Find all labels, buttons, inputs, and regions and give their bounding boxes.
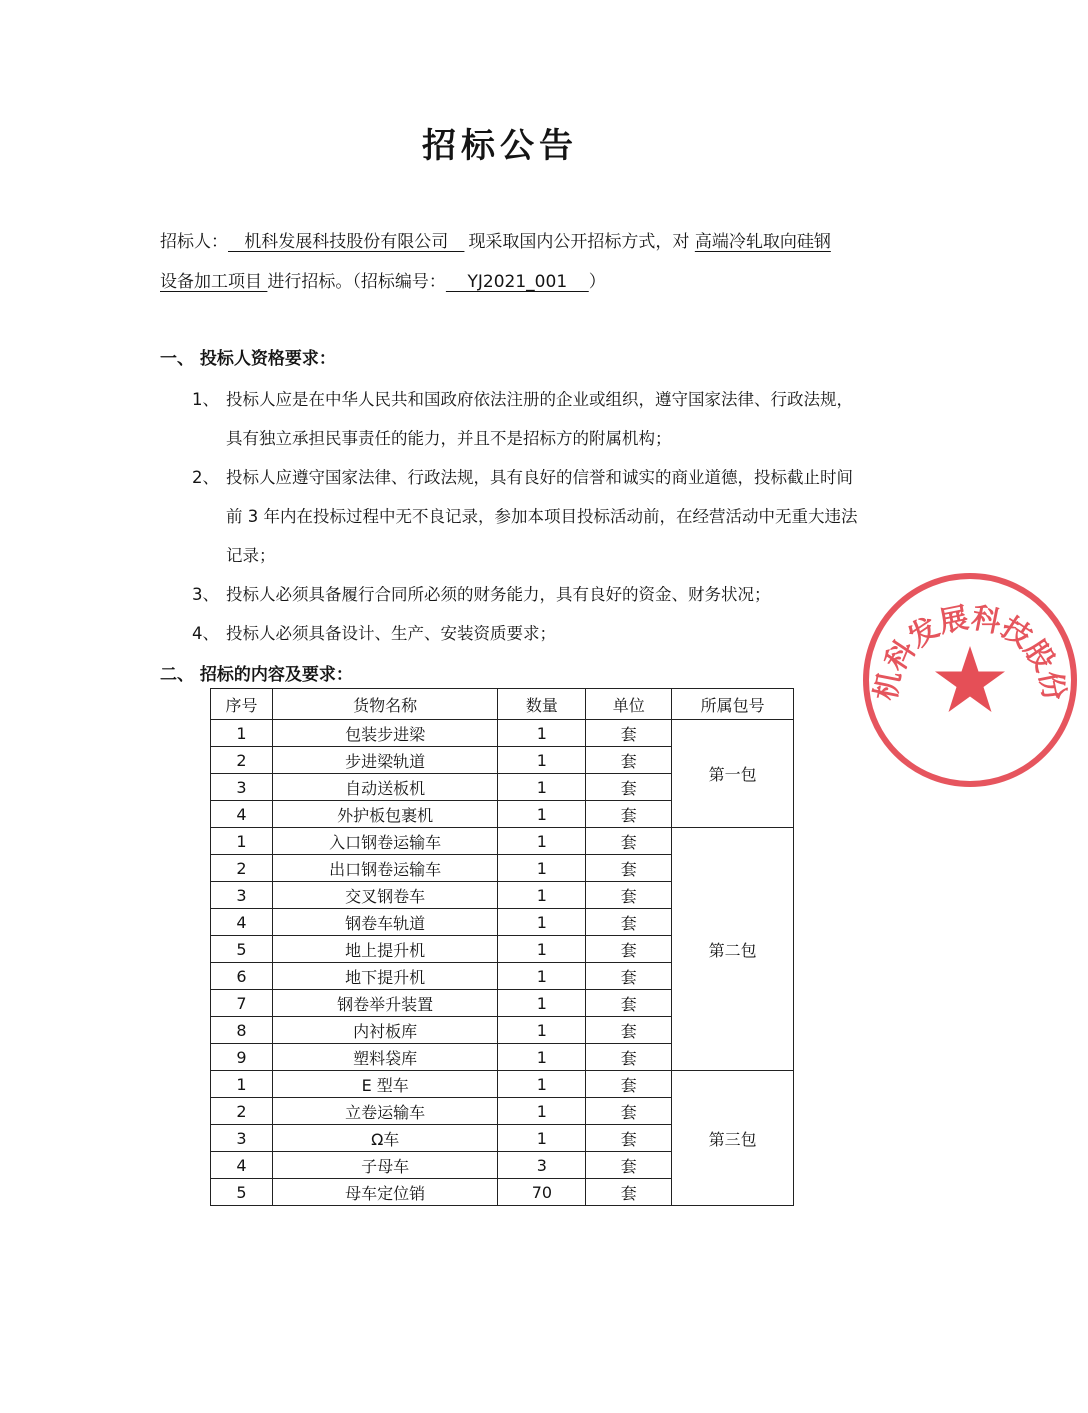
cell-unit: 套	[586, 801, 672, 828]
cell-seq: 8	[211, 1017, 273, 1044]
cell-quantity: 1	[498, 720, 586, 747]
section1-heading: 一、 投标人资格要求：	[160, 349, 336, 369]
cell-seq: 7	[211, 990, 273, 1017]
intro-label: 招标人：	[160, 232, 228, 252]
requirement-item	[192, 614, 862, 653]
cell-unit: 套	[586, 882, 672, 909]
cell-unit: 套	[586, 990, 672, 1017]
requirement-text: 投标人必须具备履行合同所必须的财务能力，具有良好的资金、财务状况；	[226, 585, 771, 604]
cell-goods-name: 入口钢卷运输车	[272, 828, 498, 855]
page-title: 招标公告	[422, 126, 578, 166]
cell-package: 第一包	[672, 720, 794, 828]
project-name-part2: 设备加工项目	[160, 272, 268, 292]
cell-unit: 套	[586, 1017, 672, 1044]
requirement-item	[192, 575, 862, 614]
requirement-number: 1、	[192, 390, 219, 409]
cell-quantity: 1	[498, 1125, 586, 1152]
cell-unit: 套	[586, 855, 672, 882]
cell-seq: 1	[211, 828, 273, 855]
cell-unit: 套	[586, 1044, 672, 1071]
cell-seq: 6	[211, 963, 273, 990]
requirement-number: 4、	[192, 624, 219, 643]
header-package: 所属包号	[672, 689, 794, 720]
requirement-item	[192, 458, 862, 575]
bid-number: YJ2021_001	[445, 272, 589, 292]
cell-goods-name: 步进梁轨道	[272, 747, 498, 774]
intro-text-1: 现采取国内公开招标方式，对	[468, 232, 695, 252]
table-row	[211, 828, 794, 855]
cell-unit: 套	[586, 1071, 672, 1098]
cell-seq: 4	[211, 1152, 273, 1179]
cell-goods-name: 出口钢卷运输车	[272, 855, 498, 882]
header-seq: 序号	[211, 689, 273, 720]
table-body	[211, 720, 794, 1206]
cell-unit: 套	[586, 720, 672, 747]
tenderer-name: 机科发展科技股份有限公司	[228, 232, 465, 252]
cell-seq: 1	[211, 720, 273, 747]
cell-seq: 4	[211, 909, 273, 936]
cell-package: 第三包	[672, 1071, 794, 1206]
requirement-text: 投标人应是在中华人民共和国政府依法注册的企业或组织，遵守国家法律、行政法规，具有独立承担民事责任的能力，并且不是招标方的附属机构；	[226, 390, 853, 448]
cell-seq: 1	[211, 1071, 273, 1098]
cell-package: 第二包	[672, 828, 794, 1071]
cell-seq: 3	[211, 1125, 273, 1152]
cell-seq: 4	[211, 801, 273, 828]
star-icon	[935, 646, 1005, 712]
cell-unit: 套	[586, 1125, 672, 1152]
cell-quantity: 3	[498, 1152, 586, 1179]
table-row	[211, 720, 794, 747]
cell-quantity: 1	[498, 882, 586, 909]
cell-unit: 套	[586, 828, 672, 855]
cell-quantity: 1	[498, 774, 586, 801]
cell-quantity: 1	[498, 909, 586, 936]
cell-quantity: 70	[498, 1179, 586, 1206]
cell-goods-name: 钢卷举升装置	[272, 990, 498, 1017]
cell-unit: 套	[586, 1152, 672, 1179]
cell-quantity: 1	[498, 990, 586, 1017]
requirement-number: 2、	[192, 468, 219, 487]
table-row	[211, 1071, 794, 1098]
requirement-number: 3、	[192, 585, 219, 604]
cell-quantity: 1	[498, 1071, 586, 1098]
cell-unit: 套	[586, 747, 672, 774]
table-header-row	[211, 689, 794, 720]
requirement-text: 投标人必须具备设计、生产、安装资质要求；	[226, 624, 556, 643]
goods-table	[210, 688, 794, 1206]
cell-unit: 套	[586, 909, 672, 936]
project-name-part1: 高端冷轧取向硅钢	[694, 232, 831, 252]
cell-unit: 套	[586, 1098, 672, 1125]
cell-seq: 2	[211, 855, 273, 882]
intro-text-2: 进行招标。（招标编号：	[267, 272, 446, 292]
cell-goods-name: 塑料袋库	[272, 1044, 498, 1071]
cell-seq: 3	[211, 774, 273, 801]
section2-heading: 二、 招标的内容及要求：	[160, 665, 353, 685]
cell-goods-name: E 型车	[272, 1071, 498, 1098]
cell-goods-name: 地上提升机	[272, 936, 498, 963]
cell-goods-name: 包装步进梁	[272, 720, 498, 747]
header-unit: 单位	[586, 689, 672, 720]
cell-goods-name: 地下提升机	[272, 963, 498, 990]
cell-quantity: 1	[498, 855, 586, 882]
cell-quantity: 1	[498, 963, 586, 990]
intro-paragraph	[160, 222, 860, 302]
requirement-item	[192, 380, 862, 458]
cell-seq: 2	[211, 747, 273, 774]
header-quantity: 数量	[498, 689, 586, 720]
cell-quantity: 1	[498, 936, 586, 963]
cell-quantity: 1	[498, 1098, 586, 1125]
cell-goods-name: 交叉钢卷车	[272, 882, 498, 909]
header-goods-name: 货物名称	[272, 689, 498, 720]
requirement-text: 投标人应遵守国家法律、行政法规，具有良好的信誉和诚实的商业道德，投标截止时间前 3 年内在投标过程中无不良记录，参加本项目投标活动前，在经营活动中无重大违法记录；	[226, 468, 858, 565]
cell-goods-name: 内衬板库	[272, 1017, 498, 1044]
cell-unit: 套	[586, 963, 672, 990]
cell-goods-name: 立卷运输车	[272, 1098, 498, 1125]
cell-goods-name: 子母车	[272, 1152, 498, 1179]
cell-goods-name: 母车定位销	[272, 1179, 498, 1206]
cell-quantity: 1	[498, 801, 586, 828]
cell-goods-name: Ω车	[272, 1125, 498, 1152]
cell-seq: 3	[211, 882, 273, 909]
cell-goods-name: 外护板包裹机	[272, 801, 498, 828]
cell-unit: 套	[586, 936, 672, 963]
cell-unit: 套	[586, 774, 672, 801]
cell-seq: 9	[211, 1044, 273, 1071]
company-seal	[852, 562, 1088, 798]
intro-close: ）	[588, 272, 606, 292]
cell-goods-name: 钢卷车轨道	[272, 909, 498, 936]
cell-unit: 套	[586, 1179, 672, 1206]
seal-text: 机科发展科技股份	[868, 600, 1072, 704]
cell-goods-name: 自动送板机	[272, 774, 498, 801]
cell-seq: 5	[211, 1179, 273, 1206]
cell-quantity: 1	[498, 1017, 586, 1044]
cell-quantity: 1	[498, 828, 586, 855]
cell-quantity: 1	[498, 747, 586, 774]
cell-seq: 2	[211, 1098, 273, 1125]
cell-quantity: 1	[498, 1044, 586, 1071]
cell-seq: 5	[211, 936, 273, 963]
